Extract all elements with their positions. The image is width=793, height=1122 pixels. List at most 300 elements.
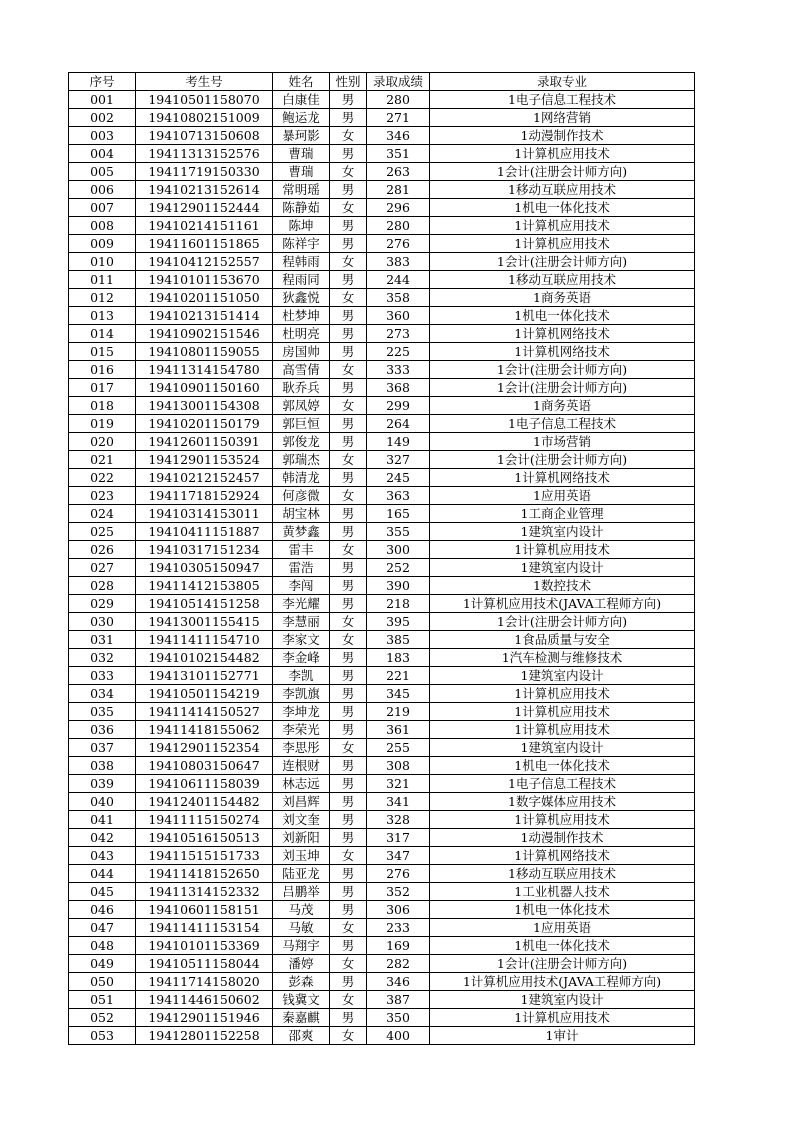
cell-exam-id: 19410801159055: [136, 343, 273, 361]
cell-score: 219: [367, 703, 430, 721]
table-row: [69, 811, 695, 829]
cell-major: 1审计: [430, 1027, 695, 1045]
cell-seq: 018: [69, 397, 136, 415]
table-row: [69, 181, 695, 199]
cell-name: 陈祥宇: [273, 235, 330, 253]
cell-seq: 027: [69, 559, 136, 577]
table-row: [69, 973, 695, 991]
cell-seq: 045: [69, 883, 136, 901]
cell-gender: 女: [330, 199, 367, 217]
cell-major: 1机电一体化技术: [430, 757, 695, 775]
cell-major: 1会计(注册会计师方向): [430, 451, 695, 469]
cell-major: 1计算机应用技术: [430, 235, 695, 253]
cell-score: 252: [367, 559, 430, 577]
cell-name: 马茂: [273, 901, 330, 919]
cell-name: 彭森: [273, 973, 330, 991]
cell-name: 陈静茹: [273, 199, 330, 217]
cell-major: 1工业机器人技术: [430, 883, 695, 901]
cell-major: 1数字媒体应用技术: [430, 793, 695, 811]
table-row: [69, 721, 695, 739]
cell-seq: 041: [69, 811, 136, 829]
cell-seq: 050: [69, 973, 136, 991]
cell-seq: 014: [69, 325, 136, 343]
cell-major: 1计算机应用技术: [430, 721, 695, 739]
cell-score: 245: [367, 469, 430, 487]
table-row: [69, 685, 695, 703]
cell-score: 352: [367, 883, 430, 901]
cell-name: 郭瑞杰: [273, 451, 330, 469]
cell-name: 暴珂影: [273, 127, 330, 145]
cell-exam-id: 19411411154710: [136, 631, 273, 649]
table-row: [69, 937, 695, 955]
cell-name: 李闯: [273, 577, 330, 595]
cell-score: 271: [367, 109, 430, 127]
cell-gender: 男: [330, 667, 367, 685]
cell-name: 李家文: [273, 631, 330, 649]
cell-exam-id: 19411412153805: [136, 577, 273, 595]
cell-major: 1计算机应用技术(JAVA工程师方向): [430, 595, 695, 613]
cell-seq: 020: [69, 433, 136, 451]
cell-major: 1工商企业管理: [430, 505, 695, 523]
cell-name: 黄梦鑫: [273, 523, 330, 541]
cell-gender: 男: [330, 865, 367, 883]
cell-gender: 男: [330, 91, 367, 109]
cell-score: 347: [367, 847, 430, 865]
cell-gender: 男: [330, 235, 367, 253]
cell-score: 221: [367, 667, 430, 685]
cell-major: 1会计(注册会计师方向): [430, 163, 695, 181]
cell-major: 1机电一体化技术: [430, 307, 695, 325]
cell-gender: 女: [330, 1027, 367, 1045]
cell-gender: 男: [330, 271, 367, 289]
cell-name: 刘昌辉: [273, 793, 330, 811]
cell-score: 351: [367, 145, 430, 163]
cell-score: 333: [367, 361, 430, 379]
table-row: [69, 631, 695, 649]
cell-exam-id: 19412901151946: [136, 1009, 273, 1027]
header-major: 录取专业: [430, 73, 695, 91]
table-row: [69, 757, 695, 775]
table-row: [69, 919, 695, 937]
cell-major: 1移动互联应用技术: [430, 865, 695, 883]
cell-seq: 001: [69, 91, 136, 109]
cell-major: 1应用英语: [430, 919, 695, 937]
cell-gender: 男: [330, 505, 367, 523]
table-row: [69, 523, 695, 541]
table-row: [69, 991, 695, 1009]
cell-gender: 女: [330, 487, 367, 505]
cell-exam-id: 19411718152924: [136, 487, 273, 505]
cell-score: 149: [367, 433, 430, 451]
cell-gender: 男: [330, 901, 367, 919]
cell-gender: 男: [330, 1009, 367, 1027]
cell-seq: 051: [69, 991, 136, 1009]
cell-score: 299: [367, 397, 430, 415]
cell-gender: 男: [330, 883, 367, 901]
cell-exam-id: 19413101152771: [136, 667, 273, 685]
cell-name: 李坤龙: [273, 703, 330, 721]
cell-major: 1计算机应用技术: [430, 1009, 695, 1027]
cell-gender: 男: [330, 523, 367, 541]
table-row: [69, 577, 695, 595]
cell-score: 327: [367, 451, 430, 469]
cell-name: 刘新阳: [273, 829, 330, 847]
cell-gender: 女: [330, 541, 367, 559]
cell-major: 1会计(注册会计师方向): [430, 253, 695, 271]
cell-name: 李荣光: [273, 721, 330, 739]
header-exam-id: 考生号: [136, 73, 273, 91]
cell-major: 1计算机应用技术: [430, 811, 695, 829]
cell-name: 曹瑞: [273, 163, 330, 181]
cell-exam-id: 19410803150647: [136, 757, 273, 775]
cell-name: 陆亚龙: [273, 865, 330, 883]
cell-seq: 016: [69, 361, 136, 379]
cell-major: 1食品质量与安全: [430, 631, 695, 649]
cell-gender: 男: [330, 793, 367, 811]
table-row: [69, 397, 695, 415]
cell-gender: 男: [330, 109, 367, 127]
table-row: [69, 775, 695, 793]
cell-gender: 男: [330, 721, 367, 739]
cell-score: 225: [367, 343, 430, 361]
cell-exam-id: 19412801152258: [136, 1027, 273, 1045]
cell-score: 276: [367, 235, 430, 253]
cell-score: 218: [367, 595, 430, 613]
cell-major: 1建筑室内设计: [430, 739, 695, 757]
cell-score: 244: [367, 271, 430, 289]
cell-gender: 女: [330, 739, 367, 757]
cell-score: 165: [367, 505, 430, 523]
table-row: [69, 199, 695, 217]
cell-seq: 021: [69, 451, 136, 469]
cell-exam-id: 19410314153011: [136, 505, 273, 523]
cell-gender: 男: [330, 559, 367, 577]
cell-name: 连根财: [273, 757, 330, 775]
cell-exam-id: 19411418155062: [136, 721, 273, 739]
cell-seq: 019: [69, 415, 136, 433]
cell-score: 400: [367, 1027, 430, 1045]
table-row: [69, 289, 695, 307]
cell-gender: 男: [330, 937, 367, 955]
table-row: [69, 451, 695, 469]
cell-gender: 男: [330, 307, 367, 325]
cell-seq: 003: [69, 127, 136, 145]
table-row: [69, 865, 695, 883]
cell-score: 328: [367, 811, 430, 829]
cell-seq: 002: [69, 109, 136, 127]
cell-score: 264: [367, 415, 430, 433]
table-row: [69, 433, 695, 451]
cell-name: 郭凤婷: [273, 397, 330, 415]
cell-score: 282: [367, 955, 430, 973]
cell-score: 296: [367, 199, 430, 217]
cell-gender: 女: [330, 613, 367, 631]
cell-name: 李思彤: [273, 739, 330, 757]
cell-name: 李金峰: [273, 649, 330, 667]
cell-seq: 025: [69, 523, 136, 541]
cell-exam-id: 19410101153369: [136, 937, 273, 955]
cell-name: 房国帅: [273, 343, 330, 361]
cell-score: 300: [367, 541, 430, 559]
cell-seq: 017: [69, 379, 136, 397]
table-row: [69, 901, 695, 919]
cell-gender: 女: [330, 253, 367, 271]
cell-name: 胡宝林: [273, 505, 330, 523]
cell-major: 1动漫制作技术: [430, 127, 695, 145]
cell-seq: 053: [69, 1027, 136, 1045]
cell-name: 曹瑞: [273, 145, 330, 163]
cell-exam-id: 19410317151234: [136, 541, 273, 559]
cell-seq: 028: [69, 577, 136, 595]
cell-exam-id: 19410901150160: [136, 379, 273, 397]
cell-major: 1建筑室内设计: [430, 559, 695, 577]
cell-score: 341: [367, 793, 430, 811]
cell-exam-id: 19411314154780: [136, 361, 273, 379]
table-row: [69, 883, 695, 901]
table-row: [69, 595, 695, 613]
cell-major: 1计算机应用技术: [430, 685, 695, 703]
cell-name: 程韩雨: [273, 253, 330, 271]
cell-score: 358: [367, 289, 430, 307]
cell-gender: 女: [330, 847, 367, 865]
cell-gender: 女: [330, 397, 367, 415]
cell-seq: 005: [69, 163, 136, 181]
table-row: [69, 541, 695, 559]
cell-major: 1汽车检测与维修技术: [430, 649, 695, 667]
cell-score: 387: [367, 991, 430, 1009]
cell-exam-id: 19410201150179: [136, 415, 273, 433]
cell-seq: 029: [69, 595, 136, 613]
table-row: [69, 703, 695, 721]
cell-major: 1机电一体化技术: [430, 937, 695, 955]
cell-gender: 女: [330, 919, 367, 937]
cell-name: 刘文奎: [273, 811, 330, 829]
cell-major: 1电子信息工程技术: [430, 415, 695, 433]
cell-major: 1市场营销: [430, 433, 695, 451]
cell-exam-id: 19410411151887: [136, 523, 273, 541]
cell-name: 李慧丽: [273, 613, 330, 631]
cell-gender: 男: [330, 577, 367, 595]
cell-exam-id: 19410213151414: [136, 307, 273, 325]
cell-exam-id: 19410201151050: [136, 289, 273, 307]
cell-exam-id: 19410601158151: [136, 901, 273, 919]
cell-seq: 013: [69, 307, 136, 325]
cell-exam-id: 19412901153524: [136, 451, 273, 469]
cell-exam-id: 19410213152614: [136, 181, 273, 199]
cell-score: 363: [367, 487, 430, 505]
cell-exam-id: 19410214151161: [136, 217, 273, 235]
cell-seq: 044: [69, 865, 136, 883]
cell-score: 280: [367, 217, 430, 235]
cell-score: 273: [367, 325, 430, 343]
cell-seq: 034: [69, 685, 136, 703]
cell-gender: 女: [330, 289, 367, 307]
table-row: [69, 505, 695, 523]
cell-gender: 女: [330, 955, 367, 973]
cell-gender: 男: [330, 811, 367, 829]
cell-major: 1电子信息工程技术: [430, 775, 695, 793]
cell-score: 360: [367, 307, 430, 325]
cell-major: 1会计(注册会计师方向): [430, 613, 695, 631]
table-row: [69, 667, 695, 685]
cell-score: 350: [367, 1009, 430, 1027]
cell-gender: 男: [330, 973, 367, 991]
cell-seq: 036: [69, 721, 136, 739]
cell-exam-id: 19410713150608: [136, 127, 273, 145]
table-row: [69, 1027, 695, 1045]
cell-gender: 男: [330, 757, 367, 775]
table-row: [69, 235, 695, 253]
cell-exam-id: 19411601151865: [136, 235, 273, 253]
cell-score: 233: [367, 919, 430, 937]
cell-exam-id: 19411418152650: [136, 865, 273, 883]
cell-seq: 052: [69, 1009, 136, 1027]
cell-name: 鲍运龙: [273, 109, 330, 127]
cell-major: 1计算机应用技术: [430, 217, 695, 235]
cell-exam-id: 19411414150527: [136, 703, 273, 721]
cell-exam-id: 19410101153670: [136, 271, 273, 289]
table-row: [69, 127, 695, 145]
cell-gender: 男: [330, 685, 367, 703]
cell-major: 1数控技术: [430, 577, 695, 595]
table-row: [69, 253, 695, 271]
cell-seq: 010: [69, 253, 136, 271]
cell-seq: 033: [69, 667, 136, 685]
cell-seq: 038: [69, 757, 136, 775]
cell-exam-id: 19410511158044: [136, 955, 273, 973]
cell-major: 1计算机应用技术: [430, 703, 695, 721]
cell-gender: 男: [330, 703, 367, 721]
header-seq: 序号: [69, 73, 136, 91]
table-row: [69, 361, 695, 379]
cell-score: 385: [367, 631, 430, 649]
cell-seq: 008: [69, 217, 136, 235]
cell-score: 390: [367, 577, 430, 595]
cell-major: 1计算机网络技术: [430, 325, 695, 343]
cell-major: 1会计(注册会计师方向): [430, 361, 695, 379]
cell-major: 1商务英语: [430, 397, 695, 415]
cell-seq: 048: [69, 937, 136, 955]
table-row: [69, 829, 695, 847]
table-body: [69, 91, 695, 1045]
cell-exam-id: 19410902151546: [136, 325, 273, 343]
cell-seq: 007: [69, 199, 136, 217]
cell-exam-id: 19410305150947: [136, 559, 273, 577]
table-row: [69, 109, 695, 127]
cell-seq: 031: [69, 631, 136, 649]
cell-gender: 女: [330, 163, 367, 181]
cell-major: 1会计(注册会计师方向): [430, 379, 695, 397]
cell-exam-id: 19411314152332: [136, 883, 273, 901]
cell-name: 李光耀: [273, 595, 330, 613]
table-row: [69, 487, 695, 505]
cell-gender: 男: [330, 181, 367, 199]
cell-score: 280: [367, 91, 430, 109]
cell-gender: 男: [330, 217, 367, 235]
cell-name: 郭巨恒: [273, 415, 330, 433]
table-row: [69, 325, 695, 343]
cell-gender: 男: [330, 145, 367, 163]
table-row: [69, 847, 695, 865]
cell-major: 1商务英语: [430, 289, 695, 307]
cell-name: 杜明亮: [273, 325, 330, 343]
cell-name: 白康佳: [273, 91, 330, 109]
cell-name: 林志远: [273, 775, 330, 793]
cell-major: 1移动互联应用技术: [430, 181, 695, 199]
cell-score: 263: [367, 163, 430, 181]
cell-major: 1电子信息工程技术: [430, 91, 695, 109]
cell-exam-id: 19411115150274: [136, 811, 273, 829]
cell-name: 狄鑫悦: [273, 289, 330, 307]
header-row: [69, 73, 695, 91]
cell-major: 1网络营销: [430, 109, 695, 127]
cell-gender: 男: [330, 433, 367, 451]
cell-gender: 男: [330, 649, 367, 667]
cell-name: 李凯: [273, 667, 330, 685]
cell-seq: 015: [69, 343, 136, 361]
cell-major: 1计算机应用技术: [430, 541, 695, 559]
cell-name: 刘玉坤: [273, 847, 330, 865]
cell-major: 1应用英语: [430, 487, 695, 505]
cell-name: 何彦微: [273, 487, 330, 505]
table-row: [69, 145, 695, 163]
cell-name: 马翔宇: [273, 937, 330, 955]
cell-score: 183: [367, 649, 430, 667]
cell-seq: 032: [69, 649, 136, 667]
cell-major: 1建筑室内设计: [430, 523, 695, 541]
cell-seq: 012: [69, 289, 136, 307]
cell-major: 1计算机应用技术(JAVA工程师方向): [430, 973, 695, 991]
cell-exam-id: 19412401154482: [136, 793, 273, 811]
table-row: [69, 307, 695, 325]
cell-seq: 011: [69, 271, 136, 289]
cell-exam-id: 19410514151258: [136, 595, 273, 613]
cell-exam-id: 19411714158020: [136, 973, 273, 991]
table-row: [69, 649, 695, 667]
header-gender: 性别: [330, 73, 367, 91]
table-row: [69, 739, 695, 757]
cell-score: 345: [367, 685, 430, 703]
cell-seq: 035: [69, 703, 136, 721]
cell-name: 秦嘉麒: [273, 1009, 330, 1027]
header-name: 姓名: [273, 73, 330, 91]
cell-exam-id: 19411446150602: [136, 991, 273, 1009]
cell-major: 1机电一体化技术: [430, 901, 695, 919]
cell-exam-id: 19413001154308: [136, 397, 273, 415]
table-row: [69, 613, 695, 631]
cell-major: 1计算机网络技术: [430, 847, 695, 865]
cell-seq: 040: [69, 793, 136, 811]
cell-exam-id: 19411313152576: [136, 145, 273, 163]
cell-score: 281: [367, 181, 430, 199]
cell-score: 276: [367, 865, 430, 883]
table-row: [69, 163, 695, 181]
cell-gender: 男: [330, 415, 367, 433]
cell-seq: 049: [69, 955, 136, 973]
cell-exam-id: 19413001155415: [136, 613, 273, 631]
cell-name: 雷浩: [273, 559, 330, 577]
cell-name: 程雨同: [273, 271, 330, 289]
cell-major: 1建筑室内设计: [430, 991, 695, 1009]
cell-name: 高雪倩: [273, 361, 330, 379]
cell-exam-id: 19410212152457: [136, 469, 273, 487]
cell-exam-id: 19411411153154: [136, 919, 273, 937]
cell-exam-id: 19412601150391: [136, 433, 273, 451]
cell-seq: 030: [69, 613, 136, 631]
cell-gender: 女: [330, 361, 367, 379]
cell-score: 346: [367, 127, 430, 145]
table-row: [69, 379, 695, 397]
